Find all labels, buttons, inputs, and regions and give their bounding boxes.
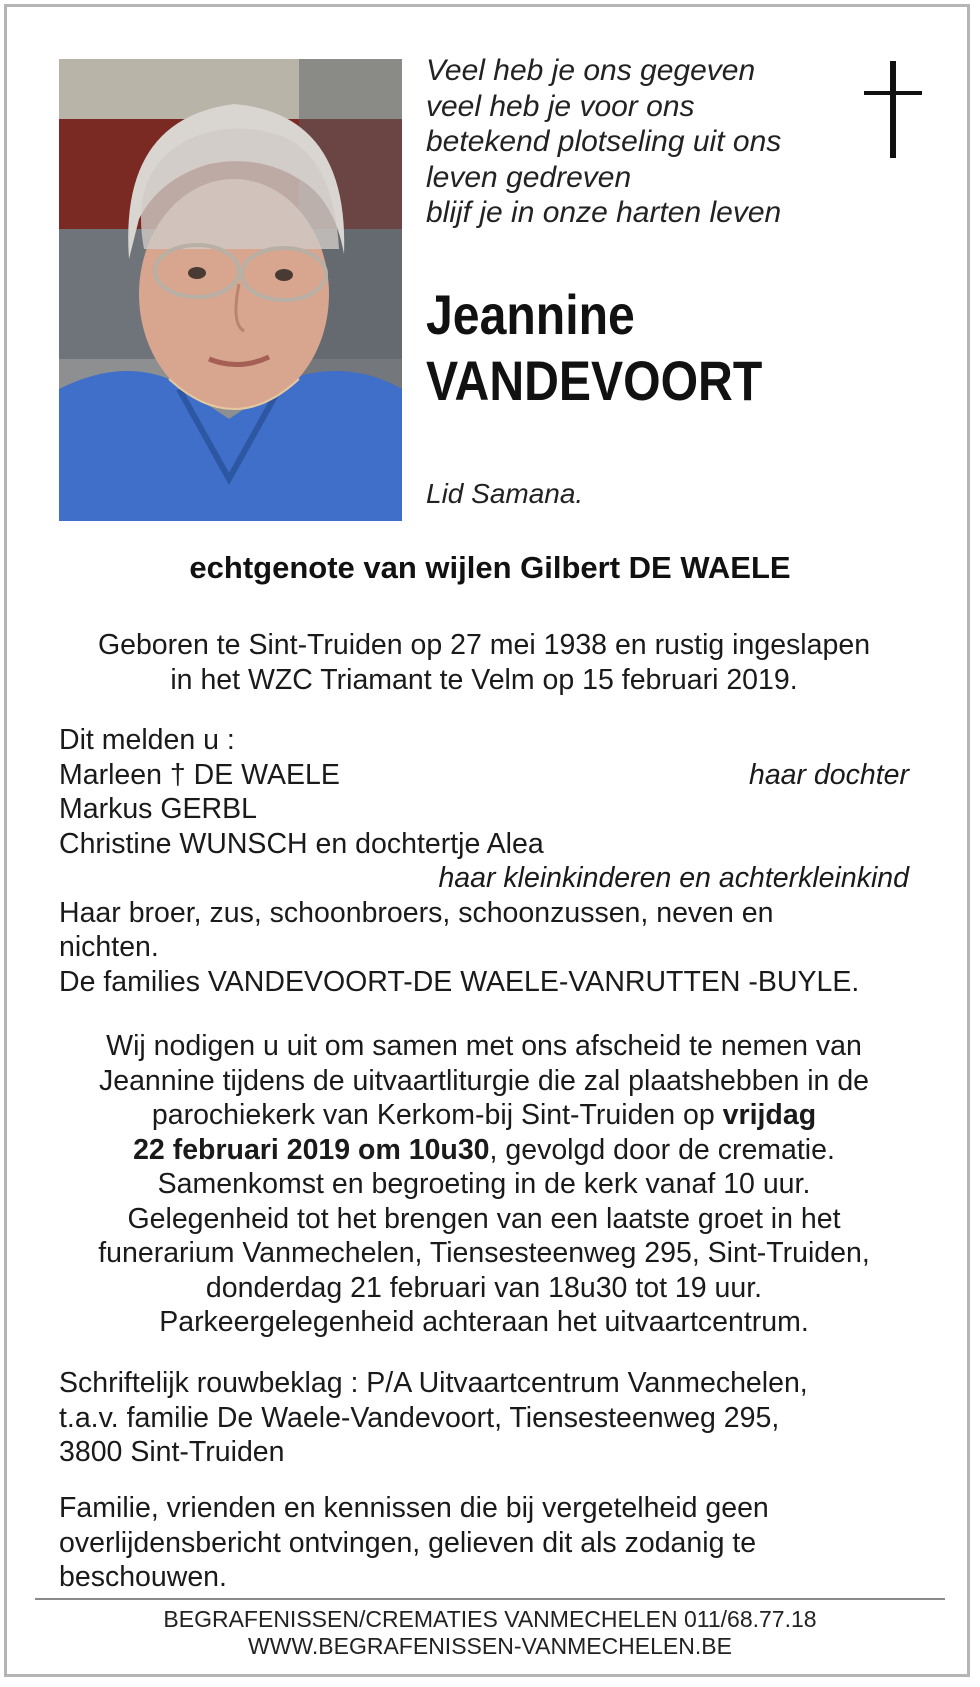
invite-line: Samenkomst en begroeting in de kerk vanaf 10 uur.: [157, 1168, 811, 1200]
born-line: in het WZC Triamant te Velm op 15 februari 2019.: [170, 663, 798, 696]
siblings-line: nichten.: [59, 931, 159, 963]
membership: Lid Samana.: [426, 478, 584, 509]
condolences-line: Schriftelijk rouwbeklag : P/A Uitvaartcentrum Vanmechelen,: [59, 1367, 808, 1399]
birth-death-info: [59, 628, 909, 697]
invite-text: , gevolgd door de crematie.: [489, 1133, 835, 1166]
footer-divider: [35, 1598, 945, 1600]
notice-line: overlijdensbericht ontvingen, gelieven dit als zodanig te: [59, 1526, 757, 1559]
notice-text: [59, 1491, 909, 1595]
born-line: Geboren te Sint-Truiden op 27 mei 1938 en rustig ingeslapen: [97, 629, 871, 661]
notice-line: beschouwen.: [59, 1561, 227, 1593]
member-name: Marleen † DE WAELE: [59, 758, 340, 791]
deceased-name: [426, 282, 762, 414]
family-member: [59, 792, 909, 827]
footer: [0, 1606, 980, 1660]
grandchildren-relation: haar kleinkinderen en achterkleinkind: [438, 862, 909, 894]
condolences-line: t.a.v. familie De Waele-Vandevoort, Tiensesteenweg 295,: [59, 1401, 780, 1434]
invite-line: Gelegenheid tot het brengen van een laatste groet in het: [127, 1202, 841, 1235]
condolences-line: 3800 Sint-Truiden: [59, 1436, 285, 1468]
invite-line: Wij nodigen u uit om samen met ons afscheid te nemen van: [106, 1030, 862, 1062]
invite-date: 22 februari 2019 om 10u30: [133, 1133, 490, 1166]
poem-line: betekend plotseling uit ons: [426, 125, 782, 158]
invite-line: donderdag 21 februari van 18u30 tot 19 uur.: [205, 1271, 763, 1304]
invite-line: [59, 1098, 909, 1133]
invite-line: funerarium Vanmechelen, Tiensesteenweg 295, Sint-Truiden,: [98, 1237, 870, 1269]
member-name: Christine WUNSCH en dochtertje Alea: [59, 827, 544, 860]
family-member: [59, 827, 909, 862]
invite-line: Jeannine tijdens de uitvaartliturgie die zal plaatshebben in de: [98, 1064, 870, 1097]
funeral-invitation: [59, 1029, 909, 1340]
poem: [426, 53, 806, 231]
last-name: VANDEVOORT: [426, 349, 763, 412]
condolences-address: [59, 1366, 909, 1470]
siblings-line: Haar broer, zus, schoonbroers, schoonzussen, neven en: [59, 896, 774, 929]
cross-icon: [864, 61, 922, 158]
invite-line: [59, 1133, 909, 1168]
portrait-photo: [59, 59, 402, 521]
family-member: [59, 758, 909, 793]
first-name: Jeannine: [426, 283, 635, 346]
invite-day: vrijdag: [722, 1099, 817, 1131]
poem-line: leven gedreven: [426, 160, 632, 194]
families-line: De families VANDEVOORT-DE WAELE-VANRUTTEN -BUYLE.: [59, 965, 860, 998]
poem-line: Veel heb je ons gegeven: [426, 54, 756, 87]
member-name: Markus GERBL: [59, 793, 257, 825]
footer-company: BEGRAFENISSEN/CREMATIES VANMECHELEN 011/68.77.18: [163, 1606, 817, 1632]
member-relation: haar dochter: [748, 758, 909, 791]
spouse-line: echtgenote van wijlen Gilbert DE WAELE: [189, 550, 791, 585]
poem-line: veel heb je voor ons: [426, 89, 695, 123]
notice-line: Familie, vrienden en kennissen die bij vergetelheid geen: [59, 1492, 769, 1524]
footer-website: WWW.BEGRAFENISSEN-VANMECHELEN.BE: [248, 1633, 732, 1659]
invite-text: parochiekerk van Kerkom-bij Sint-Truiden op: [151, 1099, 723, 1131]
poem-line: blijf je in onze harten leven: [426, 196, 782, 229]
family-list: [59, 723, 909, 999]
family-intro: Dit melden u :: [59, 724, 235, 756]
invite-line: Parkeergelegenheid achteraan het uitvaartcentrum.: [159, 1306, 809, 1338]
